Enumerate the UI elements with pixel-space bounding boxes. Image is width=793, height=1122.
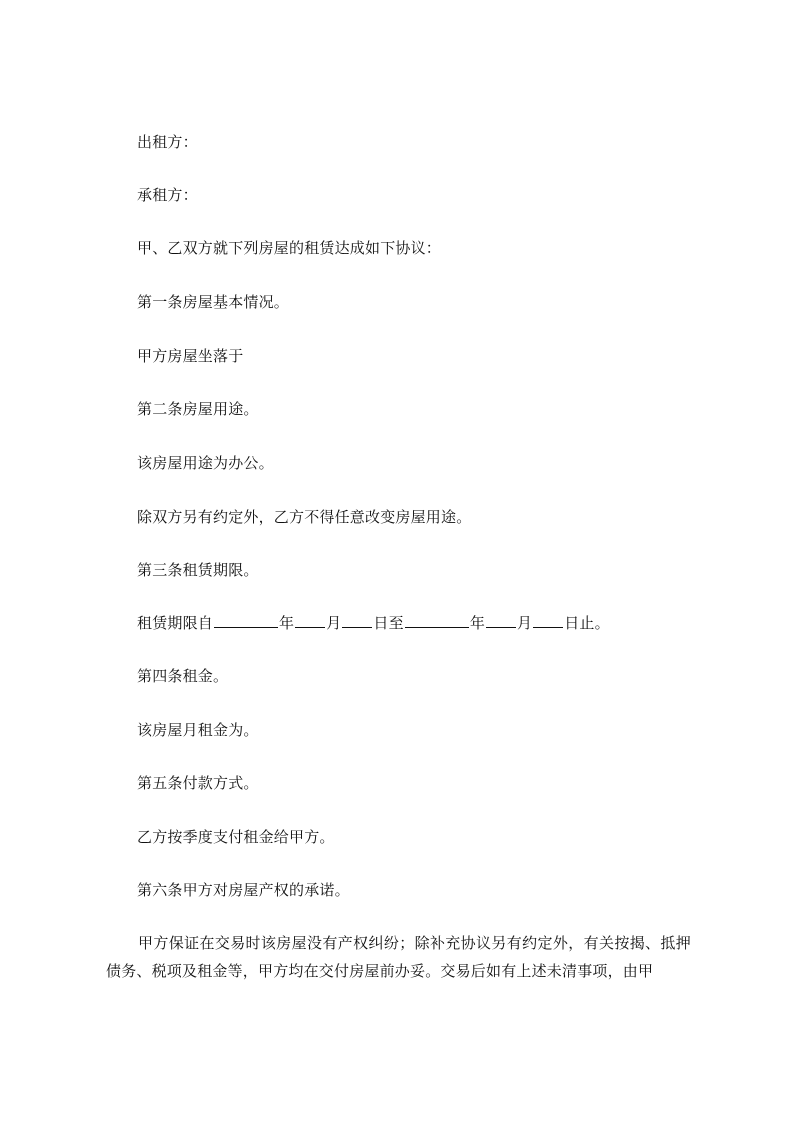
lease-term-day2: 日止。 [564, 614, 610, 632]
article-1-heading: 第一条房屋基本情况。 [137, 293, 290, 311]
start-month-blank [295, 613, 325, 628]
lease-term-day1: 日至 [373, 614, 404, 632]
article-3-heading: 第三条租赁期限。 [137, 561, 259, 579]
usage-restriction: 除双方另有约定外，乙方不得任意改变房屋用途。 [137, 508, 472, 526]
article-2-heading: 第二条房屋用途。 [137, 400, 259, 418]
lease-term-line [137, 613, 610, 633]
lease-term-prefix: 租赁期限自 [137, 614, 214, 632]
start-day-blank [342, 613, 372, 628]
lease-term-month1: 月 [326, 614, 342, 632]
start-year-blank [214, 613, 278, 628]
lessor-line: 出租方： [137, 133, 198, 151]
lessee-line: 承租方： [137, 186, 198, 204]
lease-term-year1: 年 [279, 614, 295, 632]
agreement-intro: 甲、乙双方就下列房屋的租赁达成如下协议： [137, 239, 442, 257]
lease-term-month2: 月 [517, 614, 533, 632]
monthly-rent: 该房屋月租金为。 [137, 721, 259, 739]
lease-term-year2: 年 [469, 614, 486, 632]
property-location: 甲方房屋坐落于 [137, 347, 244, 365]
ownership-guarantee-paragraph: 甲方保证在交易时该房屋没有产权纠纷；除补充协议另有约定外，有关按揭、抵押债务、税项及租金等，甲方均在交付房屋前办妥。交易后如有上述未清事项，由甲 [106, 934, 691, 980]
article-6-heading: 第六条甲方对房屋产权的承诺。 [137, 881, 350, 899]
end-month-blank [486, 613, 516, 628]
property-usage: 该房屋用途为办公。 [137, 454, 274, 472]
end-year-blank [405, 613, 469, 628]
article-5-heading: 第五条付款方式。 [137, 774, 259, 792]
payment-method: 乙方按季度支付租金给甲方。 [137, 828, 335, 846]
end-day-blank [533, 613, 563, 628]
article-4-heading: 第四条租金。 [137, 667, 229, 685]
